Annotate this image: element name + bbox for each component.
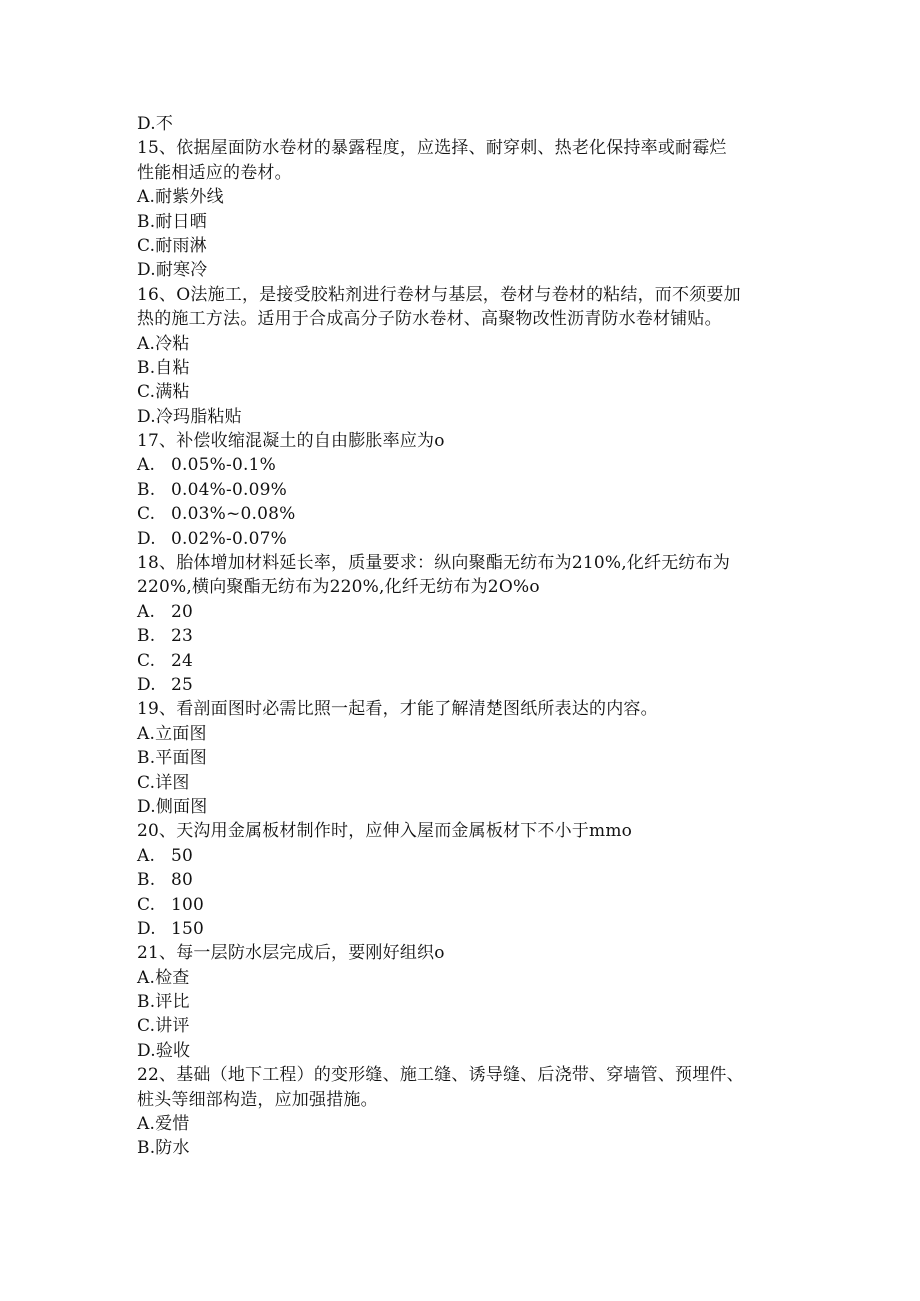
- option-value: 0.02%-0.07%: [171, 528, 287, 549]
- answer-option: [137, 649, 797, 673]
- option-value: 0.04%-0.09%: [171, 479, 287, 500]
- option-label: B.: [137, 870, 156, 891]
- answer-option: A.检查: [137, 967, 190, 988]
- answer-option: B.防水: [137, 1138, 190, 1159]
- option-label: D.: [137, 918, 156, 939]
- option-label: A.: [137, 601, 156, 622]
- question-text-line: 17、补偿收缩混凝土的自由膨胀率应为o: [137, 431, 445, 452]
- question-text-line: 20、天沟用金属板材制作时，应伸入屋而金属板材下不小于mmo: [137, 821, 633, 842]
- answer-option: B.耐日晒: [137, 211, 207, 232]
- option-label: C.: [137, 504, 156, 525]
- question-text-line: 22、基础（地下工程）的变形缝、施工缝、诱导缝、后浇带、穿墙管、预埋件、: [137, 1065, 744, 1086]
- answer-option: D.冷玛脂粘贴: [137, 406, 242, 427]
- answer-option: [137, 893, 797, 917]
- option-value: 80: [171, 870, 194, 891]
- question-text-line: 19、看剖面图时必需比照一起看，才能了解清楚图纸所表达的内容。: [137, 699, 658, 720]
- option-label: D.: [137, 674, 156, 695]
- option-value: 24: [171, 650, 194, 671]
- option-value: 25: [171, 674, 194, 695]
- answer-option: C.详图: [137, 772, 190, 793]
- answer-option: [137, 600, 797, 624]
- option-value: 20: [171, 601, 194, 622]
- option-label: A.: [137, 845, 156, 866]
- answer-option: A.冷粘: [137, 333, 190, 354]
- answer-option: D.侧面图: [137, 796, 208, 817]
- option-label: D.: [137, 528, 156, 549]
- answer-option: C.讲评: [137, 1016, 190, 1037]
- option-value: 50: [171, 845, 194, 866]
- question-text-line: 21、每一层防水层完成后，要刚好组织o: [137, 943, 445, 964]
- option-label: A.: [137, 455, 156, 476]
- question-text-line: 性能相适应的卷材。: [137, 162, 292, 183]
- option-value: 0.03%~0.08%: [171, 504, 296, 525]
- answer-option: [137, 527, 797, 551]
- answer-option: B.自粘: [137, 357, 190, 378]
- answer-option: D.验收: [137, 1040, 191, 1061]
- answer-option: A.耐紫外线: [137, 187, 224, 208]
- answer-option: [137, 624, 797, 648]
- option-value: 23: [171, 626, 194, 647]
- answer-option: [137, 502, 797, 526]
- option-label: B.: [137, 626, 156, 647]
- question-text-line: 18、胎体增加材料延长率，质量要求：纵向聚酯无纺布为210%,化纤无纺布为: [137, 553, 731, 574]
- answer-option: D.不: [137, 114, 174, 134]
- option-label: C.: [137, 894, 156, 915]
- answer-option: [137, 453, 797, 477]
- answer-option: [137, 844, 797, 868]
- answer-option: [137, 917, 797, 941]
- answer-option: [137, 673, 797, 697]
- question-text-line: 15、依据屋面防水卷材的暴露程度，应选择、耐穿刺、热老化保持率或耐霉烂: [137, 138, 727, 159]
- option-label: C.: [137, 650, 156, 671]
- answer-option: B.评比: [137, 992, 190, 1013]
- question-text-line: 热的施工方法。适用于合成高分子防水卷材、高聚物改性沥青防水卷材铺贴。: [137, 309, 722, 330]
- answer-option: D.耐寒冷: [137, 260, 208, 281]
- question-text-line: 16、O法施工，是接受胶粘剂进行卷材与基层，卷材与卷材的粘结，而不须要加: [137, 284, 741, 305]
- question-text-line: 220%,横向聚酯无纺布为220%,化纤无纺布为2O%o: [137, 577, 540, 598]
- answer-option: [137, 478, 797, 502]
- answer-option: A.立面图: [137, 723, 207, 744]
- answer-option: A.爱惜: [137, 1114, 190, 1135]
- option-label: B.: [137, 479, 156, 500]
- option-value: 100: [171, 894, 205, 915]
- option-value: 0.05%-0.1%: [171, 455, 276, 476]
- question-text-line: 桩头等细部构造，应加强措施。: [137, 1089, 378, 1110]
- exam-questions: [137, 112, 797, 1161]
- answer-option: [137, 868, 797, 892]
- option-value: 150: [171, 918, 205, 939]
- answer-option: C.满粘: [137, 382, 190, 403]
- answer-option: B.平面图: [137, 748, 207, 769]
- answer-option: C.耐雨淋: [137, 235, 207, 256]
